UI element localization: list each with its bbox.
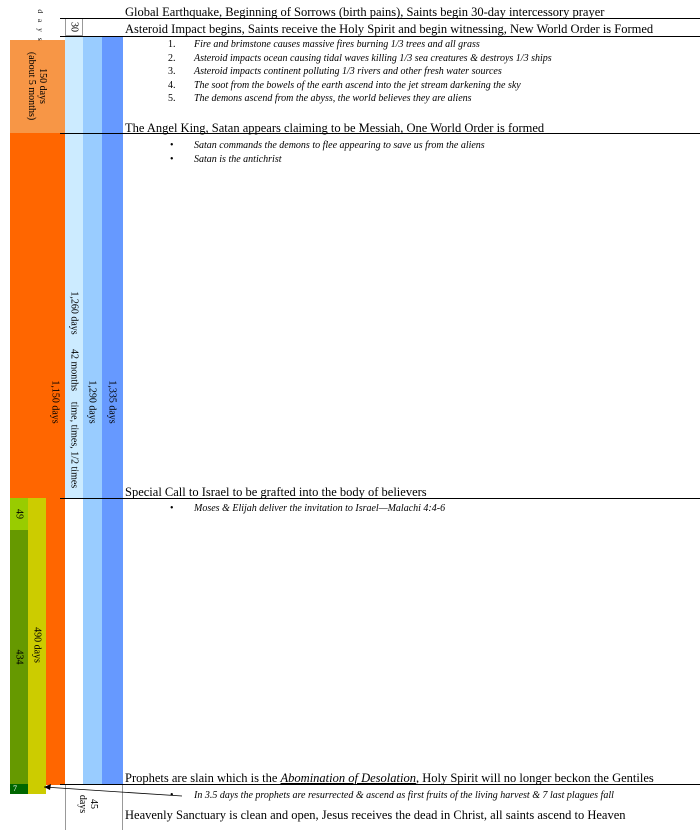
heading-abomination: Abomination of Desolation: [280, 771, 416, 785]
angel-king-list: [168, 139, 485, 166]
label-490-days: 490 days: [31, 627, 43, 663]
prophets-list: [168, 789, 614, 803]
heading-heavenly-sanctuary: Heavenly Sanctuary is clean and open, Jesus receives the dead in Christ, all saints ascend to Heaven: [125, 808, 626, 822]
label-150-days: [26, 52, 48, 120]
label-45-line1: 45: [88, 799, 99, 809]
list-item: 2. Asteroid impacts ocean causing tidal waves killing 1/3 sea creatures & destroys 1/3 ships: [168, 52, 552, 64]
label-49: 49: [13, 509, 25, 519]
list-item: 3. Asteroid impacts continent polluting 1/3 rivers and other fresh water sources: [168, 66, 502, 77]
heading-prophets-pre: Prophets are slain which is the: [125, 771, 281, 785]
label-150-line2: (about 5 months): [26, 51, 37, 121]
label-1335-days: 1,335 days: [106, 380, 118, 424]
list-item: • In 3.5 days the prophets are resurrected & ascend as first fruits of the living harvest & 7 last plagues fall: [170, 790, 614, 801]
list-item: • Moses & Elijah deliver the invitation to Israel—Malachi 4:4-6: [170, 503, 446, 514]
list-item: • Satan commands the demons to flee appearing to save us from the aliens: [170, 140, 485, 151]
asteroid-effects-list: [168, 38, 552, 106]
heading-angel-king: The Angel King, Satan appears claiming to be Messiah, One World Order is formed: [125, 121, 545, 135]
days-label: d a y s: [36, 9, 46, 43]
heading-asteroid-impact: Asteroid Impact begins, Saints receive the Holy Spirit and begin witnessing, New World Order is Formed: [125, 22, 654, 36]
label-1150-days: 1,150 days: [49, 380, 61, 424]
label-1260-days: 1,260 days: [68, 291, 80, 335]
heading-prophets-post: , Holy Spirit will no longer beckon the Gentiles: [415, 771, 654, 785]
israel-list: [168, 502, 445, 516]
label-150-line1: 150 days: [37, 68, 48, 104]
label-434: 434: [13, 649, 25, 665]
heading-global-earthquake: Global Earthquake, Beginning of Sorrows (birth pains), Saints begin 30-day intercessory prayer: [125, 5, 605, 19]
label-45-line2: days: [77, 794, 88, 814]
list-item: • Satan is the antichrist: [170, 153, 282, 165]
list-item: 4. The soot from the bowels of the earth ascend into the jet stream darkening the sky: [168, 79, 521, 91]
label-times: time, times, 1/2 times: [68, 401, 80, 489]
label-1290-days: 1,290 days: [86, 380, 98, 424]
thirty-label: 30: [68, 22, 80, 32]
label-7: 7: [13, 784, 17, 793]
heading-prophets-slain: [125, 771, 654, 785]
label-42-months: 42 months: [68, 349, 80, 391]
divider-line-2: [60, 36, 700, 37]
list-item: 1. Fire and brimstone causes massive fires burning 1/3 trees and all grass: [168, 39, 480, 50]
list-item: 5. The demons ascend from the abyss, the world believes they are aliens: [168, 93, 472, 104]
heading-special-call: Special Call to Israel to be grafted into the body of believers: [125, 485, 427, 499]
